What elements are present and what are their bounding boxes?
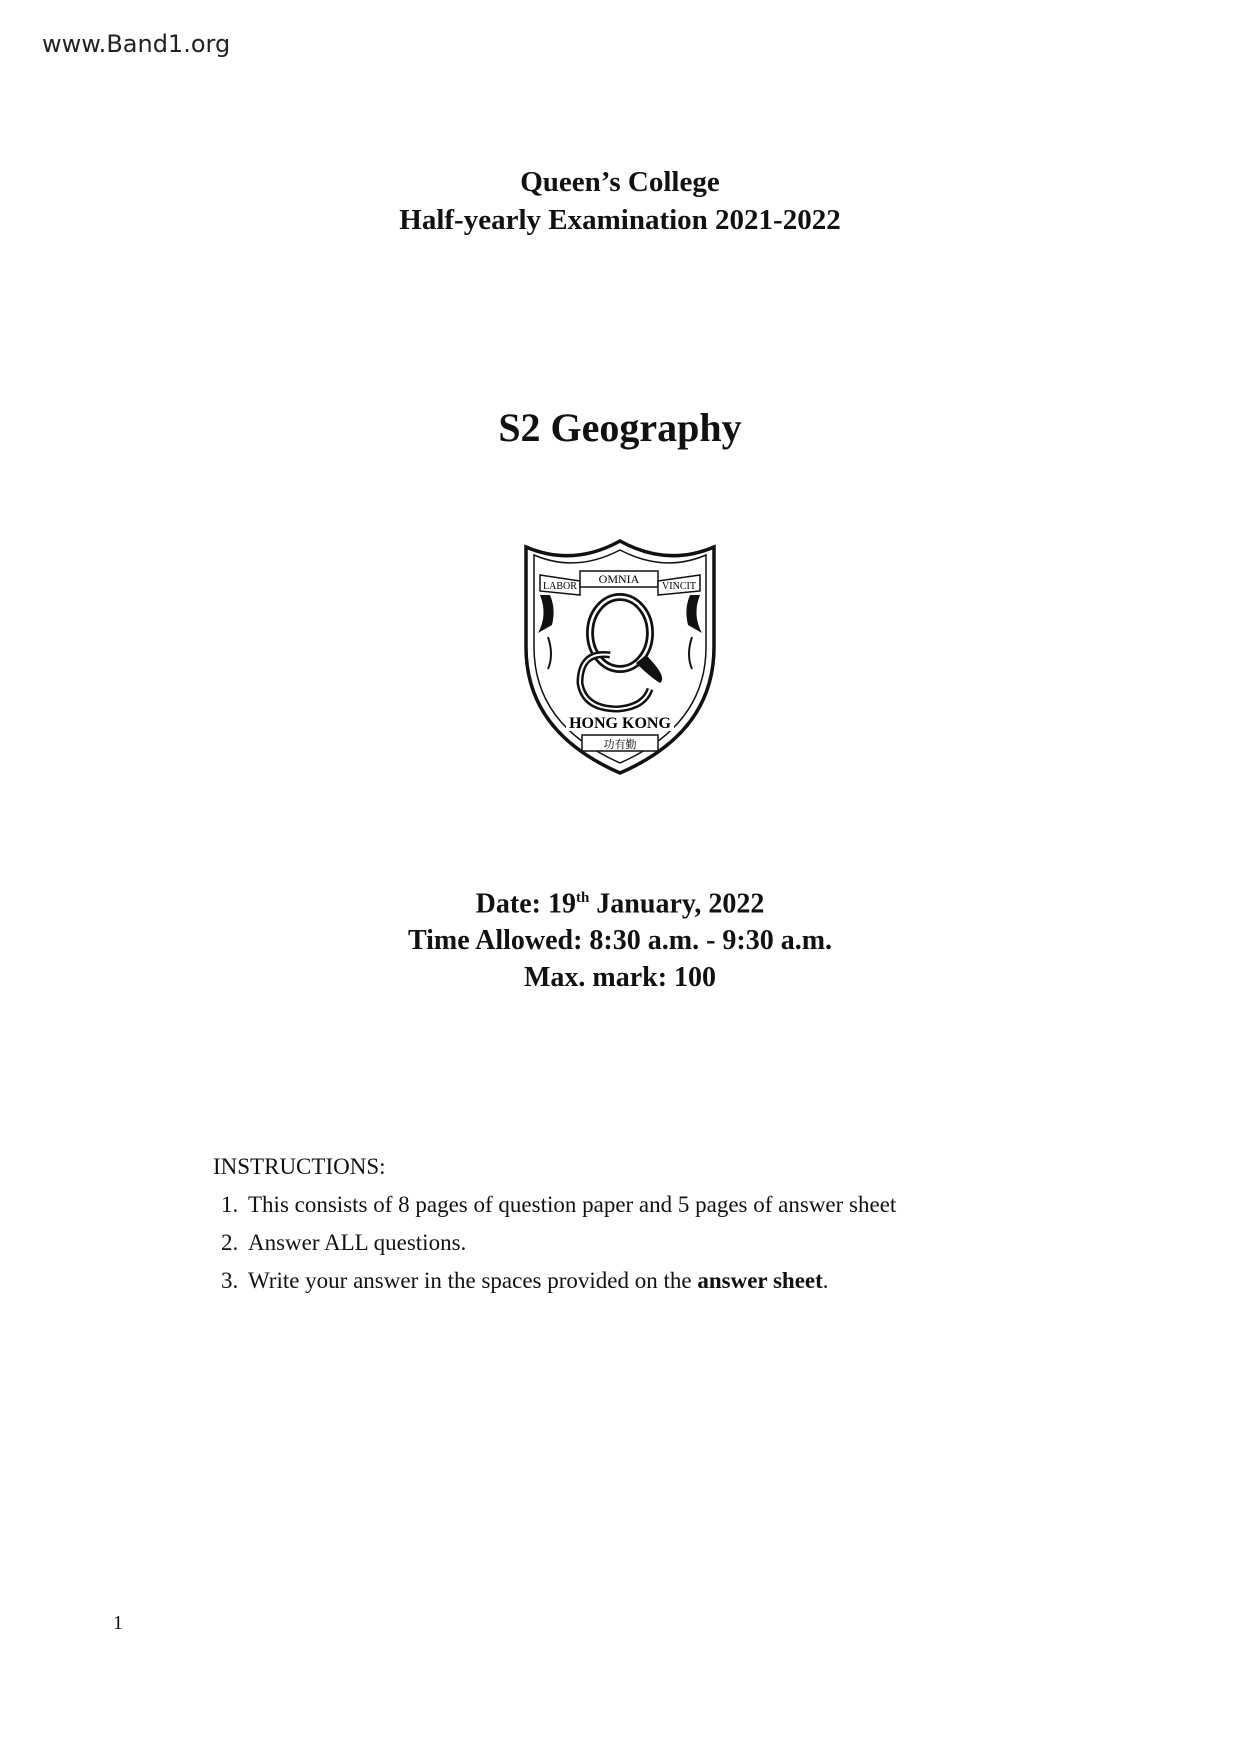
motto-right-text: VINCIT (662, 581, 696, 592)
watermark-url: www.Band1.org (42, 30, 231, 58)
max-mark: Max. mark: 100 (523, 962, 717, 994)
motto-left-text: LABOR (543, 581, 577, 592)
instruction-item: 2. Answer ALL questions. (244, 1224, 1113, 1262)
time-allowed: Time Allowed: 8:30 a.m. - 9:30 a.m. (407, 925, 833, 957)
instruction-item: 1. This consists of 8 pages of question paper and 5 pages of answer sheet (244, 1186, 1113, 1224)
exam-title: Half-yearly Examination 2021-2022 (399, 204, 841, 236)
subject-title: S2 Geography (498, 405, 742, 450)
instructions-list (213, 1186, 1113, 1300)
school-crest-logo (518, 537, 722, 777)
school-name: Queen’s College (520, 166, 720, 198)
motto-center-text: OMNIA (598, 572, 640, 586)
instructions-heading: INSTRUCTIONS: (213, 1154, 386, 1179)
exam-details (0, 880, 1240, 996)
instructions-block (213, 1148, 1113, 1300)
crest-place-text: HONG KONG (569, 715, 671, 732)
crest-chinese-text: 功有勤 (603, 738, 637, 751)
instruction-item: 3. Write your answer in the spaces provided on the answer sheet. (244, 1262, 1113, 1300)
exam-date: Date: 19th January, 2022 (475, 888, 765, 920)
page-number: 1 (113, 1612, 123, 1634)
exam-header (0, 163, 1240, 239)
